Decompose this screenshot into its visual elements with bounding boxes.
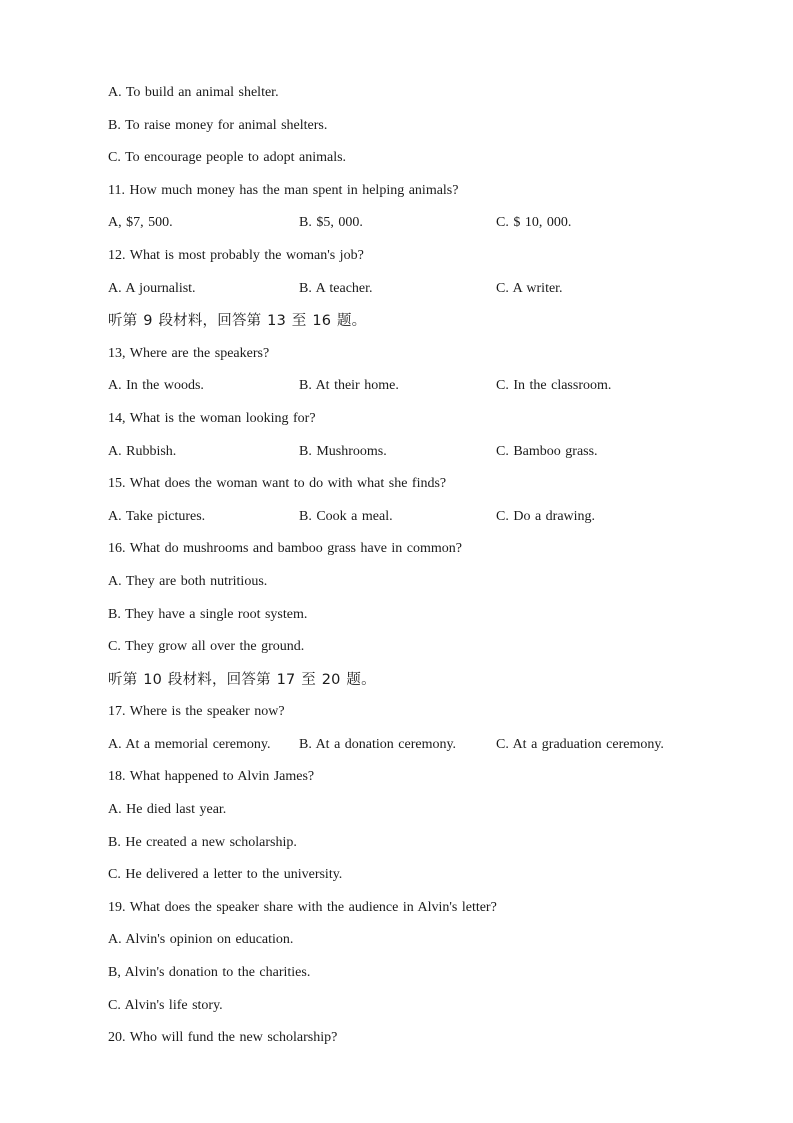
options-row [108, 214, 748, 247]
option-c: C. In the classroom. [496, 378, 612, 394]
option-a: A. A journalist. [108, 280, 196, 296]
text-line: 12. What is most probably the woman's job? [108, 247, 364, 263]
text-line: 17. Where is the speaker now? [108, 704, 285, 720]
options-row [108, 508, 748, 541]
text-line: A. Alvin's opinion on education. [108, 932, 294, 948]
text-line: 20. Who will fund the new scholarship? [108, 1030, 338, 1046]
option-a: A, $7, 500. [108, 215, 173, 231]
option-a: A. In the woods. [108, 378, 204, 394]
text-line: A. To build an animal shelter. [108, 85, 279, 100]
option-b: B. A teacher. [299, 280, 373, 296]
text-line: B. They have a single root system. [108, 606, 308, 622]
text-line: B. To raise money for animal shelters. [108, 117, 328, 133]
text-line: 16. What do mushrooms and bamboo grass have in common? [108, 541, 463, 557]
option-c: C. At a graduation ceremony. [496, 736, 664, 752]
document-page [108, 84, 748, 1062]
option-b: B. Cook a meal. [299, 508, 393, 524]
text-line: C. To encourage people to adopt animals. [108, 150, 347, 166]
text-line: A. They are both nutritious. [108, 573, 268, 589]
text-line: C. He delivered a letter to the university. [108, 867, 343, 883]
text-line: 11. How much money has the man spent in helping animals? [108, 182, 459, 198]
text-line: 13, Where are the speakers? [108, 345, 270, 361]
options-row [108, 377, 748, 410]
option-c: C. A writer. [496, 280, 563, 296]
text-line: B. He created a new scholarship. [108, 834, 297, 850]
option-a: A. Rubbish. [108, 443, 177, 459]
text-line: 14, What is the woman looking for? [108, 410, 316, 426]
text-line: 18. What happened to Alvin James? [108, 769, 315, 785]
options-row [108, 736, 748, 769]
text-line: C. Alvin's life story. [108, 997, 223, 1013]
option-b: B. Mushrooms. [299, 443, 387, 459]
options-row [108, 443, 748, 476]
option-b: B. At their home. [299, 378, 399, 394]
text-line: 19. What does the speaker share with the audience in Alvin's letter? [108, 899, 497, 915]
option-c: C. Do a drawing. [496, 508, 596, 524]
text-line: A. He died last year. [108, 802, 227, 818]
section-heading: 听第 9 段材料，回答第 13 至 16 题。 [108, 313, 367, 330]
options-row [108, 280, 748, 313]
section-heading: 听第 10 段材料，回答第 17 至 20 题。 [108, 671, 376, 688]
option-c: C. Bamboo grass. [496, 443, 598, 459]
option-a: A. Take pictures. [108, 508, 206, 524]
text-line: C. They grow all over the ground. [108, 639, 305, 655]
option-b: B. At a donation ceremony. [299, 736, 457, 752]
text-line: B, Alvin's donation to the charities. [108, 965, 311, 981]
option-c: C. $ 10, 000. [496, 215, 572, 231]
option-a: A. At a memorial ceremony. [108, 736, 271, 752]
text-line: 15. What does the woman want to do with what she finds? [108, 476, 447, 492]
option-b: B. $5, 000. [299, 215, 363, 231]
